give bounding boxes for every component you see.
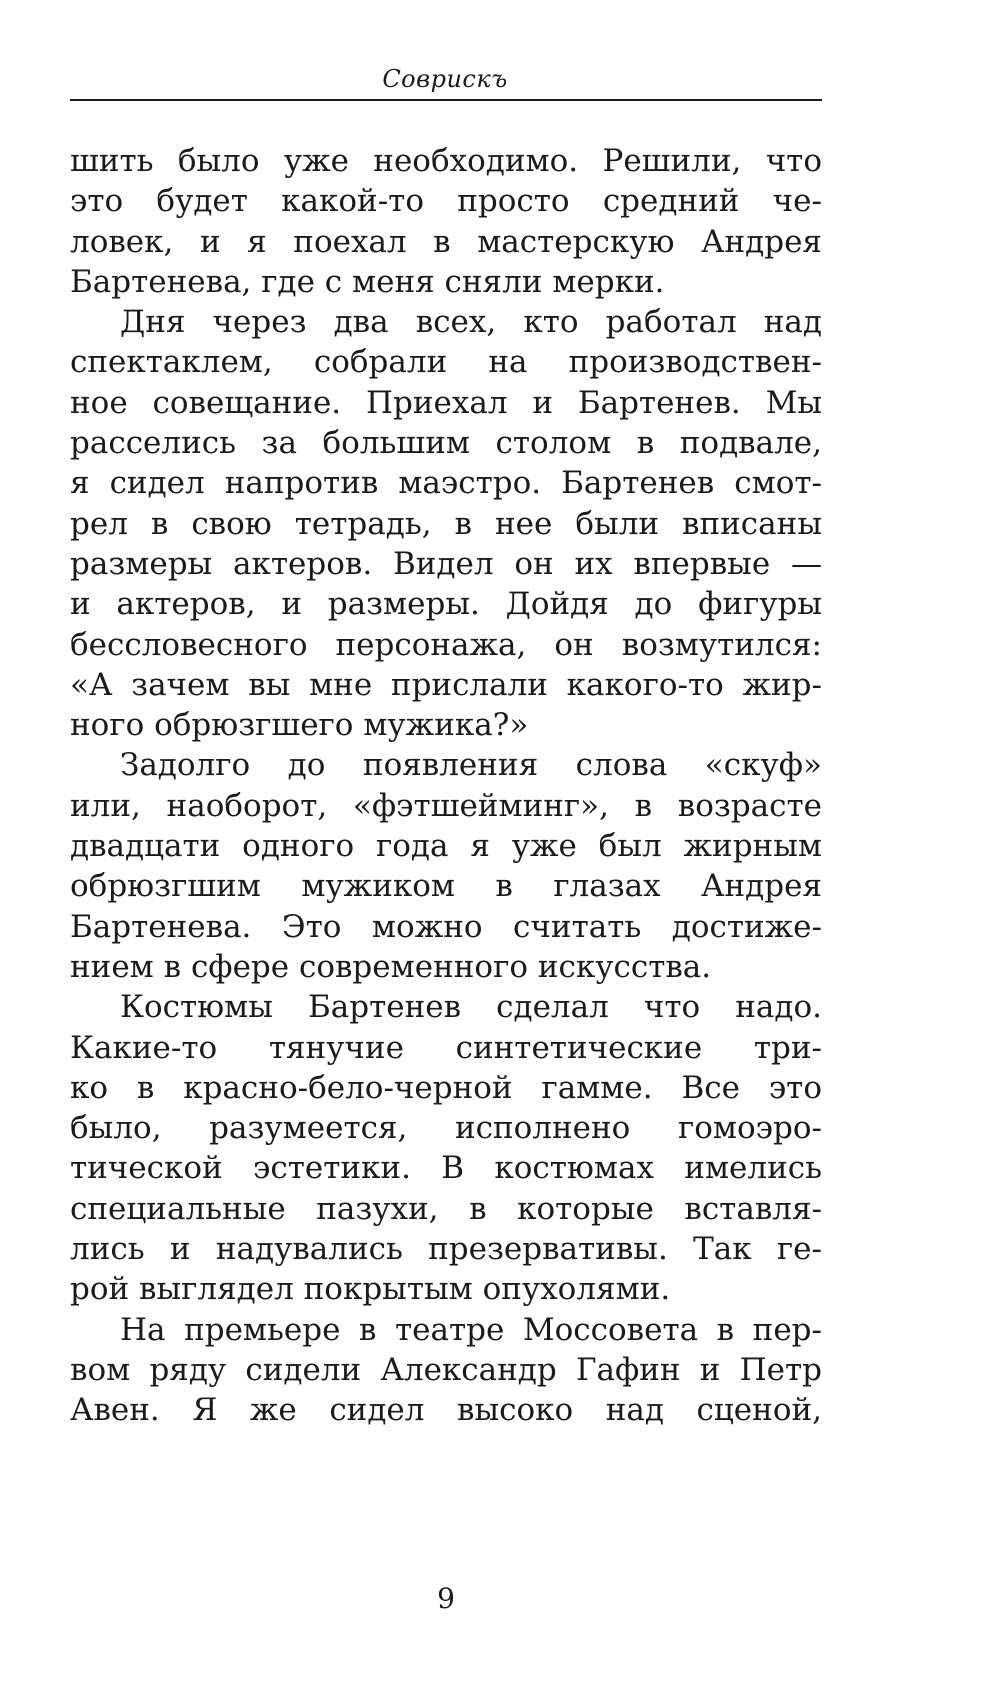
text-line: было, разумеется, исполнено гомоэро- xyxy=(70,1110,822,1147)
text-line: тической эстетики. В костюмах имелись xyxy=(70,1150,822,1187)
text-line: вом ряду сидели Александр Гафин и Петр xyxy=(70,1351,822,1388)
text-line: Задолго до появления слова «скуф» xyxy=(120,747,822,784)
paragraph xyxy=(70,745,822,987)
text-line: ное совещание. Приехал и Бартенев. Мы xyxy=(70,384,822,421)
text-line: Какие-то тянучие синтетические три- xyxy=(70,1029,822,1066)
text-line: ловек, и я поехал в мастерскую Андрея xyxy=(70,223,822,260)
text-line: Дня через два всех, кто работал над xyxy=(120,304,822,341)
text-line: нием в сфере современного искусства. xyxy=(70,948,712,985)
text-line: шить было уже необходимо. Решили, что xyxy=(70,143,822,179)
text-line: На премьере в театре Моссовета в пер- xyxy=(120,1311,822,1348)
text-line: или, наоборот, «фэтшейминг», в возрасте xyxy=(70,787,822,824)
text-line: Бартенева, где с меня сняли мерки. xyxy=(70,263,665,300)
page-number: 9 xyxy=(437,1582,455,1615)
text-line: рел в свою тетрадь, в нее были вписаны xyxy=(70,505,822,542)
text-line: двадцати одного года я уже был жирным xyxy=(70,828,822,865)
text-line: я сидел напротив маэстро. Бартенев смот- xyxy=(70,465,822,502)
running-head: Соврискъ xyxy=(382,65,508,93)
text-line: это будет какой-то просто средний че- xyxy=(70,183,822,220)
text-line: ко в красно-бело-черной гамме. Все это xyxy=(70,1069,822,1106)
paragraph xyxy=(70,141,822,302)
text-line: и актеров, и размеры. Дойдя до фигуры xyxy=(70,586,822,623)
text-line: ного обрюзгшего мужика?» xyxy=(70,707,529,744)
body-text xyxy=(70,141,822,1431)
text-line: спектаклем, собрали на производствен- xyxy=(70,344,822,381)
text-line: специальные пазухи, в которые вставля- xyxy=(70,1190,822,1227)
paragraph xyxy=(70,302,822,745)
text-line: лись и надувались презервативы. Так ге- xyxy=(70,1231,822,1268)
paragraph xyxy=(70,987,822,1309)
text-line: Бартенева. Это можно считать достиже- xyxy=(70,908,822,945)
text-line: размеры актеров. Видел он их впервые — xyxy=(70,545,822,582)
text-line: Авен. Я же сидел высоко над сценой, xyxy=(70,1392,822,1429)
text-line: рой выглядел покрытым опухолями. xyxy=(70,1271,671,1308)
text-line: бессловесного персонажа, он возмутился: xyxy=(70,626,822,663)
text-line: расселись за большим столом в подвале, xyxy=(70,425,822,462)
text-line: Костюмы Бартенев сделал что надо. xyxy=(120,989,822,1026)
text-line: «А зачем вы мне прислали какого-то жир- xyxy=(70,666,822,703)
paragraph xyxy=(70,1310,822,1431)
header-rule xyxy=(70,99,822,101)
text-line: обрюзгшим мужиком в глазах Андрея xyxy=(70,868,822,905)
